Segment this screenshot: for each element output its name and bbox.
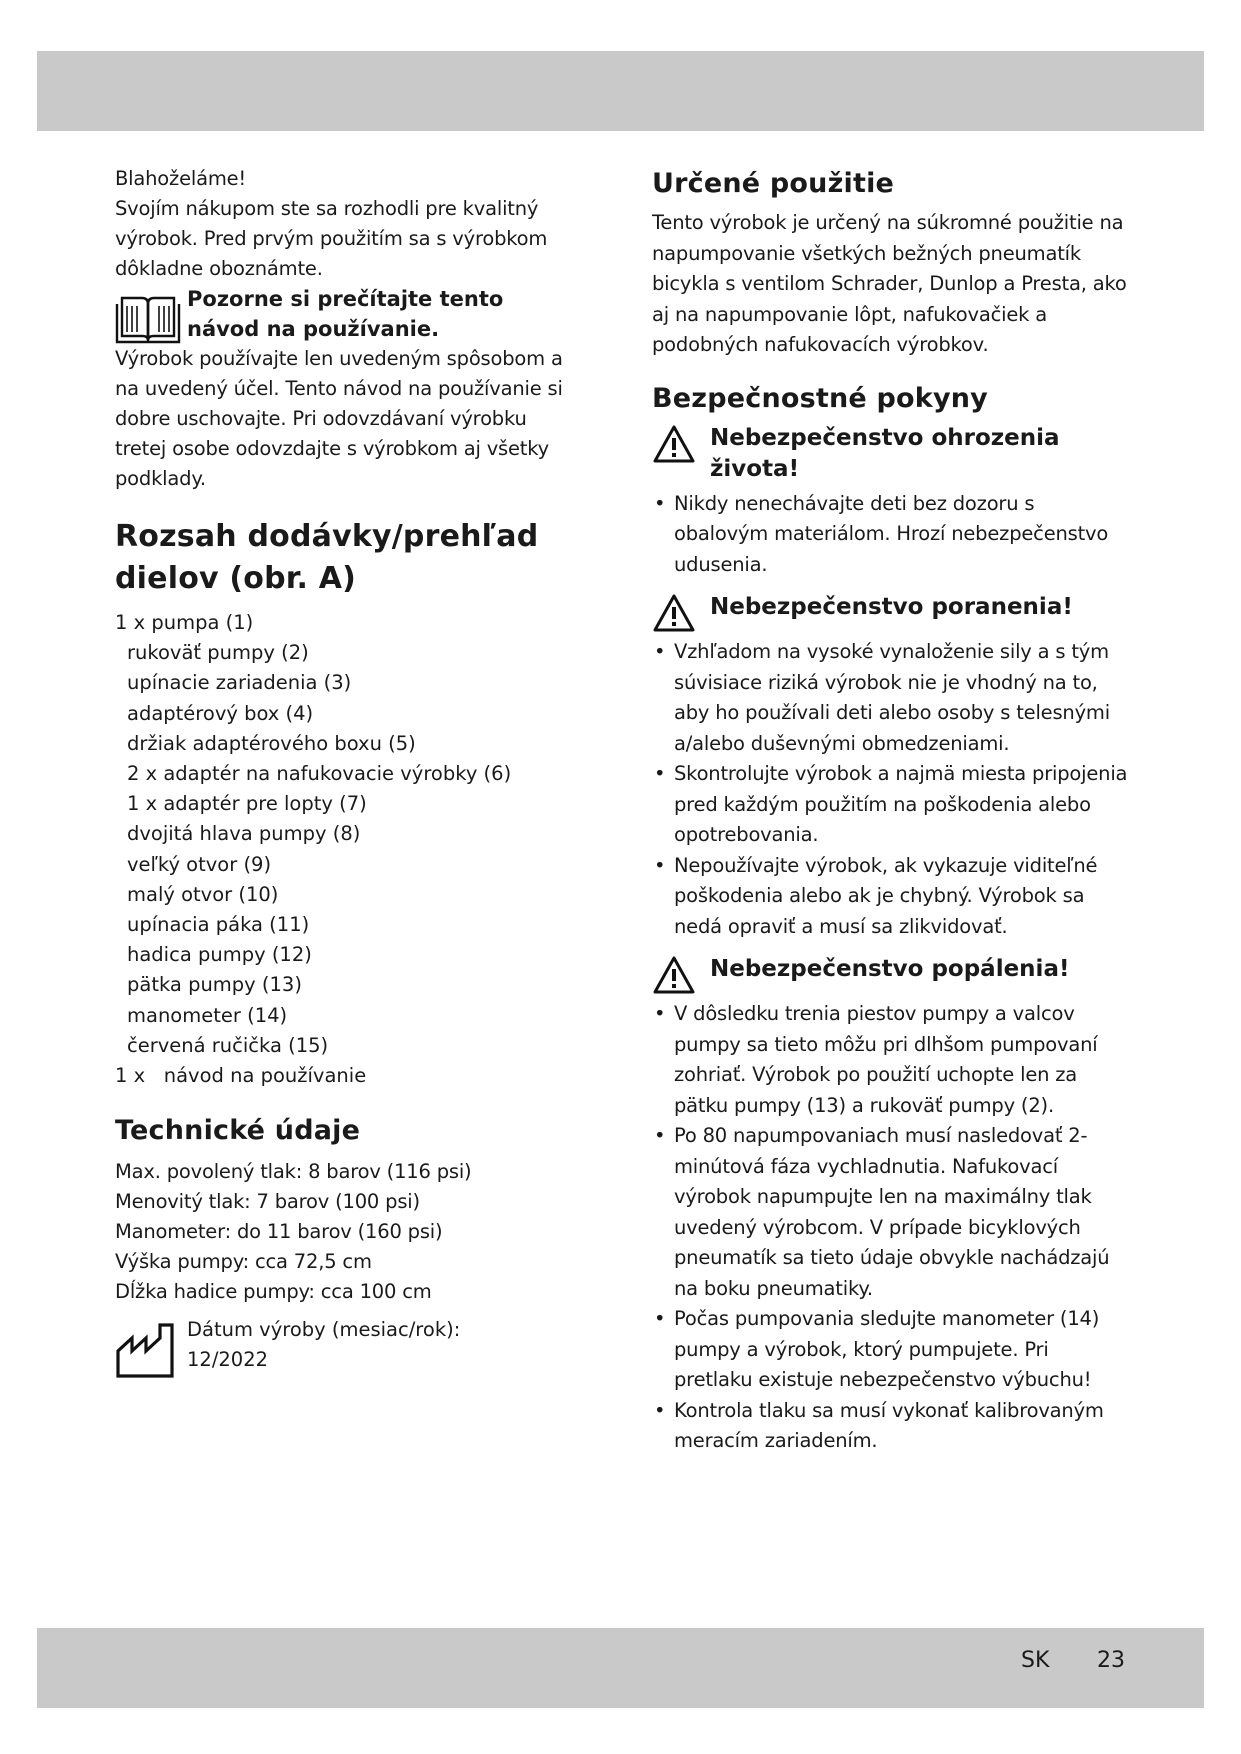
header-band [37,51,1204,131]
parts-item: 2 x adaptér na nafukovacie výrobky (6) [127,762,512,786]
warning-life [652,423,1132,485]
parts-item: červená ručička (15) [127,1033,329,1057]
tech-item: Dĺžka hadice pumpy: cca 100 cm [115,1280,432,1304]
parts-item: 1 x pumpa (1) [115,611,254,634]
warning-triangle-icon [652,424,696,464]
intended-use-heading: Určené použitie [652,168,895,199]
list-item: • Nikdy nenechávajte deti bez dozoru s obalovým materiálom. Hrozí nebezpečenstvo udusenia. [652,489,1132,581]
parts-item: 1 x návod na používanie [115,1064,367,1088]
warning-burn-text: Nebezpečenstvo popálenia! [710,956,1070,982]
warning-triangle-icon [652,593,696,633]
tech-item: Max. povolený tlak: 8 barov (116 psi) [115,1160,472,1184]
tech-data [115,1157,575,1307]
warning-triangle-icon [652,955,696,995]
intended-use-text: Tento výrobok je určený na súkromné použitie na napumpovanie všetkých bežných pneumatík bicykla s ventilom Schrader, Dunlop a Presta, ako aj na napumpovanie lôpt, nafukovačiek a podobných nafukovacích výrobkov. [652,211,1127,356]
parts-item: malý otvor (10) [127,882,279,906]
factory-icon [115,1321,177,1379]
parts-item: rukoväť pumpy (2) [127,641,309,665]
open-book-icon [115,288,181,344]
warning-life-text: Nebezpečenstvo ohrozenia života! [710,424,1060,482]
parts-item: 1 x adaptér pre lopty (7) [127,792,367,816]
production-date-block [115,1315,575,1379]
scope-heading: Rozsah dodávky/prehľad dielov (obr. A) [115,519,539,596]
left-column [115,164,575,1379]
parts-item: upínacia páka (11) [127,913,310,937]
production-date-value: 12/2022 [187,1348,269,1372]
footer-language: SK [1021,1648,1050,1673]
warning-life-list [652,489,1132,581]
tech-item: Manometer: do 11 barov (160 psi) [115,1220,443,1244]
parts-item: manometer (14) [127,1003,288,1027]
tech-heading: Technické údaje [115,1115,361,1147]
list-item: • Skontrolujte výrobok a najmä miesta pripojenia pred každým použitím na poškodenia alebo opotrebovania. [652,759,1132,851]
production-date-text [187,1315,460,1375]
read-manual-text: Pozorne si prečítajte tento návod na používanie. [187,287,504,341]
tech-item: Výška pumpy: cca 72,5 cm [115,1250,372,1274]
intro-text: Svojím nákupom ste sa rozhodli pre kvalitný výrobok. Pred prvým použitím sa s výrobkom dôkladne oboznámte. [115,197,548,280]
greeting: Blahoželáme! [115,167,247,190]
list-item: • Vzhľadom na vysoké vynaloženie sily a s tým súvisiace riziká výrobok nie je vhodný na to, aby ho používali deti alebo osoby s telesnými a/alebo duševnými obmedzeniami. [652,637,1132,759]
warning-injury [652,592,1132,633]
list-item: • Po 80 napumpovaniach musí nasledovať 2-minútová fáza vychladnutia. Nafukovací výrobok napumpujte len na maximálny tlak uvedený výrobcom. V prípade bicyklových pneumatík sa tieto údaje obvykle nachádzajú na boku pneumatiky. [652,1121,1132,1304]
right-column [652,164,1132,1457]
parts-list [115,608,575,1091]
page-number: 23 [1097,1648,1125,1673]
production-date-label: Dátum výroby (mesiac/rok): [187,1318,461,1342]
parts-item: upínacie zariadenia (3) [127,671,352,695]
parts-item: pätka pumpy (13) [127,973,302,997]
list-item: • Počas pumpovania sledujte manometer (14) pumpy a výrobok, ktorý pumpujete. Pri pretlaku existuje nebezpečenstvo výbuchu! [652,1304,1132,1396]
list-item: • Kontrola tlaku sa musí vykonať kalibrovaným meracím zariadením. [652,1396,1132,1457]
warning-burn-list [652,999,1132,1457]
parts-item: držiak adaptérového boxu (5) [127,731,416,755]
warning-burn [652,954,1132,995]
warning-injury-list [652,637,1132,942]
read-manual-notice [115,284,575,344]
safety-heading: Bezpečnostné pokyny [652,382,988,414]
parts-item: dvojitá hlava pumpy (8) [127,822,361,846]
tech-item: Menovitý tlak: 7 barov (100 psi) [115,1190,420,1214]
list-item: • Nepoužívajte výrobok, ak vykazuje viditeľné poškodenia alebo ak je chybný. Výrobok sa nedá opraviť a musí sa zlikvidovať. [652,851,1132,943]
parts-item: adaptérový box (4) [127,701,314,725]
parts-item: hadica pumpy (12) [127,943,312,967]
usage-text: Výrobok používajte len uvedeným spôsobom a na uvedený účel. Tento návod na používanie si dobre uschovajte. Pri odovzdávaní výrobku tretej osobe odovzdajte s výrobkom aj všetky podklady. [115,347,563,490]
parts-item: veľký otvor (9) [127,852,272,876]
list-item: • V dôsledku trenia piestov pumpy a valcov pumpy sa tieto môžu pri dlhšom pumpovaní zohriať. Výrobok po použití uchopte len za pätku pumpy (13) a rukoväť pumpy (2). [652,999,1132,1121]
warning-injury-text: Nebezpečenstvo poranenia! [710,594,1073,620]
